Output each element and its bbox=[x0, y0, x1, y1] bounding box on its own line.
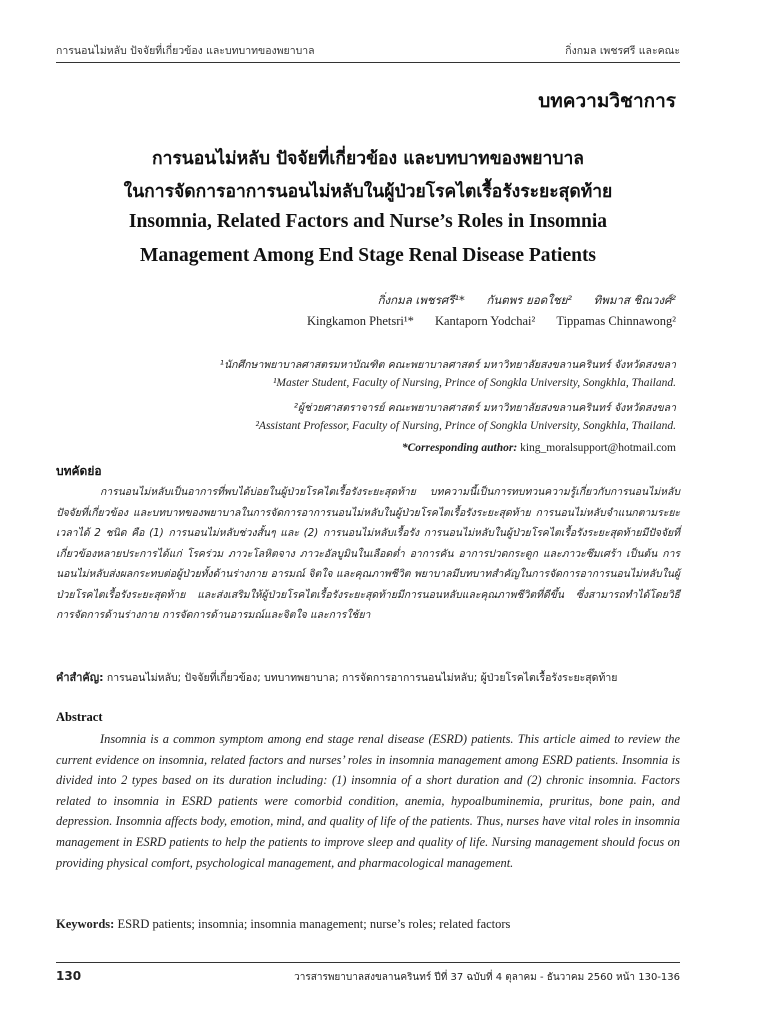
keywords-english-label: Keywords: bbox=[56, 917, 115, 931]
article-type-label: บทความวิชาการ bbox=[538, 90, 676, 112]
title-english-line-1: Insomnia, Related Factors and Nurse’s Roles in Insomnia bbox=[128, 211, 608, 232]
running-header-title: การนอนไม่หลับ ปัจจัยที่เกี่ยวข้อง และบทบาทของพยาบาล bbox=[56, 45, 315, 57]
journal-citation: วารสารพยาบาลสงขลานครินทร์ ปีที่ 37 ฉบับที่ 4 ตุลาคม - ธันวาคม 2560 หน้า 130-136 bbox=[294, 972, 680, 983]
authors-thai bbox=[360, 292, 676, 310]
keywords-thai-label: คำสำคัญ: bbox=[56, 671, 104, 684]
keywords-thai bbox=[56, 668, 680, 686]
author-english: Kingkamon Phetsri¹* bbox=[306, 314, 414, 328]
abstract-english-body bbox=[56, 729, 680, 873]
affiliation-1-english: ¹Master Student, Faculty of Nursing, Prince of Songkla University, Songkhla, Thailand. bbox=[272, 377, 676, 389]
footer-rule bbox=[56, 962, 680, 963]
corresponding-author-email[interactable]: king_moralsupport@hotmail.com bbox=[520, 442, 676, 454]
affiliation-2-english: ²Assistant Professor, Faculty of Nursing, Prince of Songkla University, Songkhla, Thailand. bbox=[255, 420, 676, 432]
author-thai: กันตพร ยอดใชย² bbox=[486, 293, 572, 307]
corresponding-author-label: *Corresponding author: bbox=[401, 442, 518, 454]
corresponding-author bbox=[402, 442, 676, 454]
abstract-english-heading: Abstract bbox=[56, 710, 103, 724]
title-english-line-2: Management Among End Stage Renal Disease Patients bbox=[139, 245, 597, 266]
author-english: Kantaporn Yodchai² bbox=[434, 314, 536, 328]
abstract-thai-body bbox=[56, 482, 680, 626]
running-header bbox=[56, 42, 680, 60]
abstract-thai-heading: บทคัดย่อ bbox=[56, 464, 102, 478]
abstract-english-text: Insomnia is a common symptom among end stage renal disease (ESRD) patients. This article aimed to review the current evidence on insomnia, related factors and nurses’ roles in insomnia management among ESRD patients. Insomnia is divided into 2 types based on its duration including: (1) insomnia of a short duration and (2) chronic insomnia. Factors related to insomnia in ESRD patients were comorbid condition, anemia, hypoalbuminemia, pruritus, bone pain, and depression. Insomnia affects body, emotion, mind, and quality of life of the patients. Thus, nurses have vital roles in insomnia management in ESRD patients to help the patients to improve sleep and quality of life. Nursing management should focus on providing physical comfort, psychological management, and pharmacological management. bbox=[56, 732, 680, 870]
keywords-english-text: ESRD patients; insomnia; insomnia management; nurse’s roles; related factors bbox=[117, 917, 511, 931]
author-english: Tippamas Chinnawong² bbox=[556, 314, 676, 328]
page-number: 130 bbox=[56, 969, 82, 983]
abstract-thai-text: การนอนไม่หลับเป็นอาการที่พบได้บ่อยในผู้ป่วยโรคไตเรื้อรังระยะสุดท้าย บทความนี้เป็นการทบทวนความรู้เกี่ยวกับการนอนไม่หลับ ปัจจัยที่เกี่ยวข้อง และบทบาทของพยาบาลในการจัดการอาการนอนไม่หลับในผู้ป่วยโรคไตเรื้อรังระยะสุดท้าย การนอนไม่หลับจำแนกตามระยะเวลาได้ 2 ชนิด คือ (1) การนอนไม่หลับช่วงสั้นๆ และ (2) การนอนไม่หลับเรื้อรัง การนอนไม่หลับในผู้ป่วยโรคไตเรื้อรังระยะสุดท้ายมีปัจจัยที่เกี่ยวข้องหลายประการได้แก่ โรคร่วม ภาวะโลหิตจาง ภาวะอัลบูมินในเลือดต่ำ อาการคัน อาการปวดกระดูก และภาวะซึมเศร้า เป็นต้น การนอนไม่หลับส่งผลกระทบต่อผู้ป่วยทั้งด้านร่างกาย อารมณ์ จิตใจ และคุณภาพชีวิต พยาบาลมีบทบาทสำคัญในการจัดการอาการนอนไม่หลับในผู้ป่วยโรคไตเรื้อรังระยะสุดท้าย และส่งเสริมให้ผู้ป่วยโรคไตเรื้อรังระยะสุดท้ายมีการนอนหลับและคุณภาพชีวิตที่ดีขึ้น ซึ่งสามารถทำได้โดยวิธีการจัดการด้านร่างกาย การจัดการด้านอารมณ์และจิตใจ และการใช้ยา bbox=[56, 486, 680, 621]
header-rule bbox=[56, 62, 680, 63]
running-header-authors: กิ่งกมล เพชรศรี และคณะ bbox=[565, 45, 680, 57]
title-thai-line-2: ในการจัดการอาการนอนไม่หลับในผู้ป่วยโรคไตเรื้อรังระยะสุดท้าย bbox=[123, 182, 613, 202]
authors-english bbox=[289, 314, 676, 329]
page-footer bbox=[56, 969, 680, 985]
author-thai: ทิพมาส ชิณวงศ์² bbox=[593, 293, 676, 307]
author-thai: กิ่งกมล เพชรศรี¹* bbox=[377, 293, 465, 307]
affiliation-1-thai: ¹นักศึกษาพยาบาลศาสตรมหาบัณฑิต คณะพยาบาลศาสตร์ มหาวิทยาลัยสงขลานครินทร์ จังหวัดสงขลา bbox=[219, 359, 676, 371]
affiliation-2-thai: ²ผู้ช่วยศาสตราจารย์ คณะพยาบาลศาสตร์ มหาวิทยาลัยสงขลานครินทร์ จังหวัดสงขลา bbox=[293, 402, 676, 414]
title-thai-line-1: การนอนไม่หลับ ปัจจัยที่เกี่ยวข้อง และบทบาทของพยาบาล bbox=[151, 149, 585, 169]
keywords-thai-text: การนอนไม่หลับ; ปัจจัยที่เกี่ยวข้อง; บทบาทพยาบาล; การจัดการอาการนอนไม่หลับ; ผู้ป่วยโรคไตเรื้อรังระยะสุดท้าย bbox=[106, 672, 618, 684]
keywords-english bbox=[56, 917, 680, 932]
